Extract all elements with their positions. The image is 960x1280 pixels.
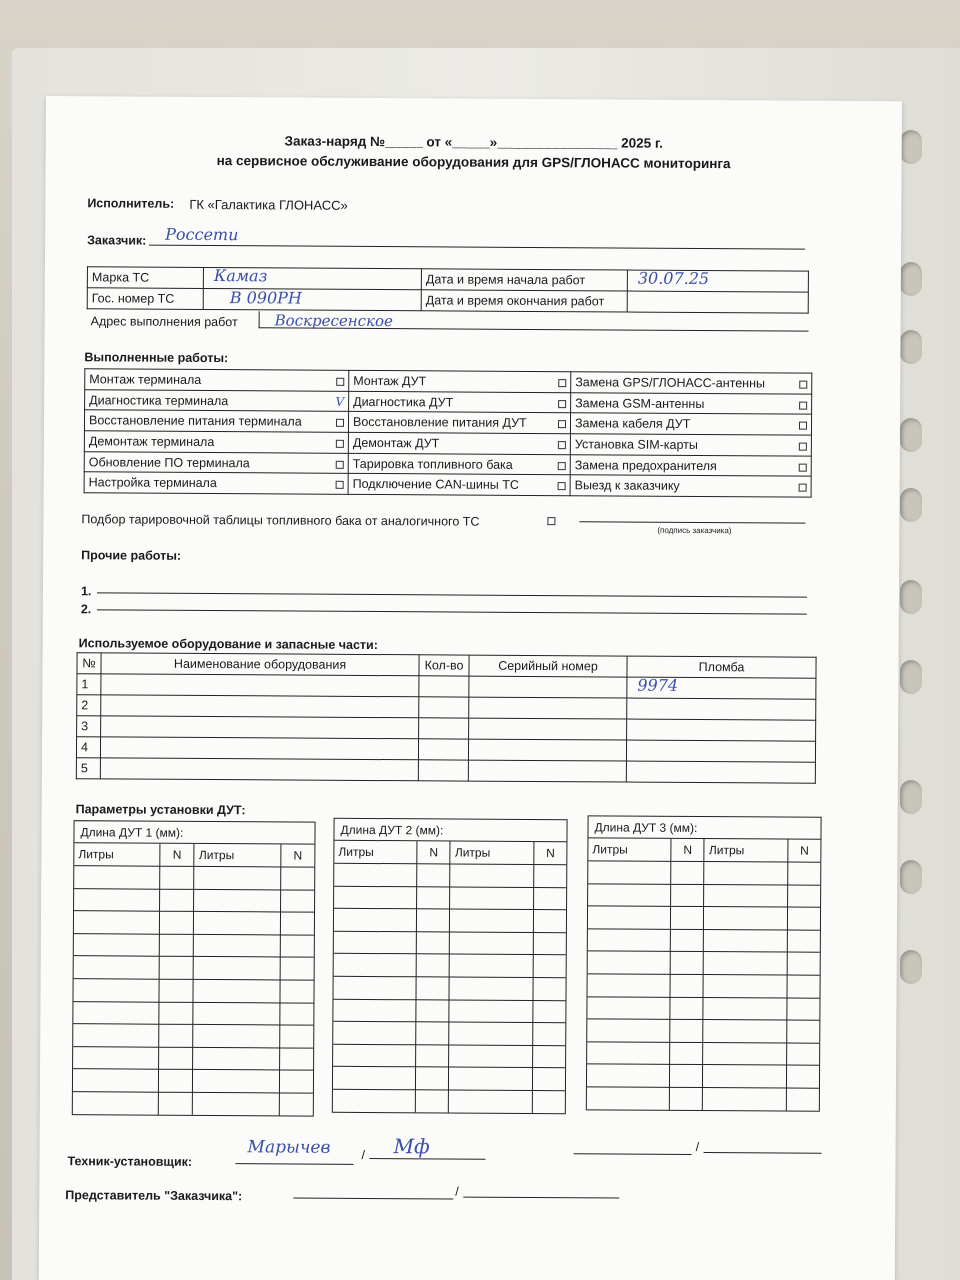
table-row: 2 bbox=[77, 695, 816, 721]
other-item-1: 1. bbox=[80, 584, 92, 599]
plate-value: В 090РН bbox=[229, 288, 302, 308]
work-item: Обновление ПО терминала bbox=[84, 451, 348, 473]
table-row: 4 bbox=[76, 737, 815, 763]
customer-handwritten: Россети bbox=[165, 224, 239, 245]
executor-value: ГК «Галактика ГЛОНАСС» bbox=[189, 196, 348, 213]
work-item: Монтаж терминала bbox=[85, 369, 349, 391]
end-value bbox=[627, 291, 808, 313]
sleeve-hole bbox=[900, 580, 922, 614]
sleeve-hole bbox=[900, 488, 922, 522]
address-value: Воскресенское bbox=[274, 311, 394, 331]
work-item: Демонтаж ДУТ bbox=[348, 432, 570, 454]
works-title: Выполненные работы: bbox=[84, 350, 229, 366]
other-item-2: 2. bbox=[80, 602, 92, 617]
customer-line bbox=[149, 245, 805, 250]
work-item: Замена кабеля ДУТ bbox=[570, 413, 811, 435]
tech-signature: Мф bbox=[393, 1134, 430, 1159]
work-item: Настройка терминала bbox=[84, 472, 348, 494]
sleeve-hole bbox=[900, 950, 922, 984]
seal-value: 9974 bbox=[637, 675, 679, 695]
works-table bbox=[84, 368, 813, 498]
dut-3-table: Длина ДУТ 3 (мм): Литры N Литры N bbox=[586, 815, 822, 1112]
tech-name: Марычев bbox=[247, 1137, 331, 1158]
form-title: Заказ-наряд №_____ от «_____»________________ 2025 г. bbox=[284, 133, 663, 151]
work-item: Выезд к заказчику bbox=[570, 475, 811, 497]
order-form: Заказ-наряд №_____ от «_____»________________ 2025 г. на сервисное обслуживание оборудования для GPS/ГЛОНАСС мониторинга Исполнитель: ГК «Галактика ГЛОНАСС» Заказчик: Россети Марка ТС Камаз Дата и время начала работ 30.07.25 Гос. номер ТС В 090РН Дата и время окончания работ Адрес выполнения работ Воскресенское Выполненные работы: Монтаж терминала Монтаж ДУТ Замена GPS/ГЛОНАСС-антенны Диагностика терминала V Диагностика ДУТ Замена GSM-антенны Восстановление питания терминала Восстановление питания ДУТ Замена кабеля ДУТ Демонтаж терминала Демонтаж ДУТ Установка SIM-карты Обновление ПО терминала Тарировка топливного бака Замена предохранителя Настройка терминала Подключение CAN-шины ТС Выезд к заказчику Подбор тарировочной таблицы топливного бака от аналогичного ТС (подпись заказчика) Прочие работы: 1. 2. Используемое оборудование и запасные части: № Наименование оборудования Кол-во Серийный номер Пломба 1 9974 2 3 4 5 Параметры установки ДУТ: Длина ДУТ 1 (мм): Литры N Литры N Длина ДУТ 2 (мм): Литры N Литры N Длина ДУТ 3 (мм): Литры N Литры N Техник-установщик: Марычев / Мф / Представитель "Заказчика": / bbox=[39, 96, 902, 1280]
start-value: 30.07.25 bbox=[637, 268, 710, 289]
tech-label: Техник-установщик: bbox=[67, 1154, 193, 1169]
plate-label: Гос. номер ТС bbox=[87, 288, 203, 310]
sleeve-hole bbox=[900, 130, 922, 164]
sleeve-hole bbox=[900, 780, 922, 814]
sleeve-hole bbox=[900, 262, 922, 296]
work-item: Замена предохранителя bbox=[570, 454, 811, 476]
tarirovka-checkbox bbox=[547, 517, 555, 525]
col-name: Наименование оборудования bbox=[101, 653, 419, 676]
sleeve-hole bbox=[900, 660, 922, 694]
sleeve-hole bbox=[900, 418, 922, 452]
table-row: 5 bbox=[76, 758, 815, 784]
work-item: Тарировка топливного бака bbox=[348, 453, 570, 475]
other-title: Прочие работы: bbox=[81, 548, 182, 563]
dut-1-header: Длина ДУТ 1 (мм): bbox=[74, 821, 314, 844]
work-item: Восстановление питания терминала bbox=[84, 410, 348, 432]
check-mark: V bbox=[335, 394, 345, 409]
dut-2-header: Длина ДУТ 2 (мм): bbox=[334, 819, 566, 842]
customer-signature-line bbox=[579, 521, 805, 523]
equipment-title: Используемое оборудование и запасные части: bbox=[78, 636, 378, 653]
work-item: Монтаж ДУТ bbox=[349, 370, 571, 392]
brand-label: Марка ТС bbox=[87, 267, 203, 289]
form-subtitle: на сервисное обслуживание оборудования для GPS/ГЛОНАСС мониторинга bbox=[216, 153, 731, 172]
customer-label: Заказчик: bbox=[87, 233, 147, 248]
rep-label: Представитель "Заказчика": bbox=[65, 1188, 243, 1204]
col-seal: Пломба bbox=[627, 656, 816, 678]
col-num: № bbox=[77, 653, 101, 674]
sleeve-hole bbox=[900, 330, 922, 364]
table-row: 3 bbox=[77, 716, 816, 742]
work-item: Замена GSM-антенны bbox=[571, 392, 812, 414]
address-label: Адрес выполнения работ bbox=[90, 314, 238, 330]
plate-value-cell bbox=[203, 288, 421, 310]
dut-1-table: Длина ДУТ 1 (мм): Литры N Литры N bbox=[72, 820, 316, 1117]
work-item: Восстановление питания ДУТ bbox=[348, 412, 570, 434]
signature-caption: (подпись заказчика) bbox=[657, 525, 732, 536]
start-label: Дата и время начала работ bbox=[421, 269, 627, 291]
dut-2-table: Длина ДУТ 2 (мм): Литры N Литры N bbox=[332, 818, 568, 1115]
dut-title: Параметры установки ДУТ: bbox=[75, 802, 246, 818]
start-value-cell bbox=[627, 270, 808, 292]
tarirovka-text: Подбор тарировочной таблицы топливного бака от аналогичного ТС bbox=[81, 512, 480, 529]
vehicle-table bbox=[87, 266, 809, 313]
sleeve-hole bbox=[900, 860, 922, 894]
equipment-table bbox=[76, 652, 817, 784]
brand-value: Камаз bbox=[213, 266, 268, 286]
col-serial: Серийный номер bbox=[469, 655, 627, 677]
end-label: Дата и время окончания работ bbox=[421, 290, 627, 312]
work-item: Установка SIM-карты bbox=[570, 434, 811, 456]
table-row: 1 9974 bbox=[77, 674, 816, 700]
work-item: Подключение CAN-шины ТС bbox=[348, 474, 570, 496]
work-item: Диагностика терминала V bbox=[85, 389, 349, 411]
work-item: Диагностика ДУТ bbox=[349, 391, 571, 413]
work-item: Замена GPS/ГЛОНАСС-антенны bbox=[571, 372, 812, 394]
dut-3-header: Длина ДУТ 3 (мм): bbox=[588, 816, 820, 839]
brand-value-cell bbox=[203, 267, 421, 289]
work-item: Демонтаж терминала bbox=[84, 431, 348, 453]
col-qty: Кол-во bbox=[419, 655, 469, 676]
executor-label: Исполнитель: bbox=[87, 196, 175, 211]
